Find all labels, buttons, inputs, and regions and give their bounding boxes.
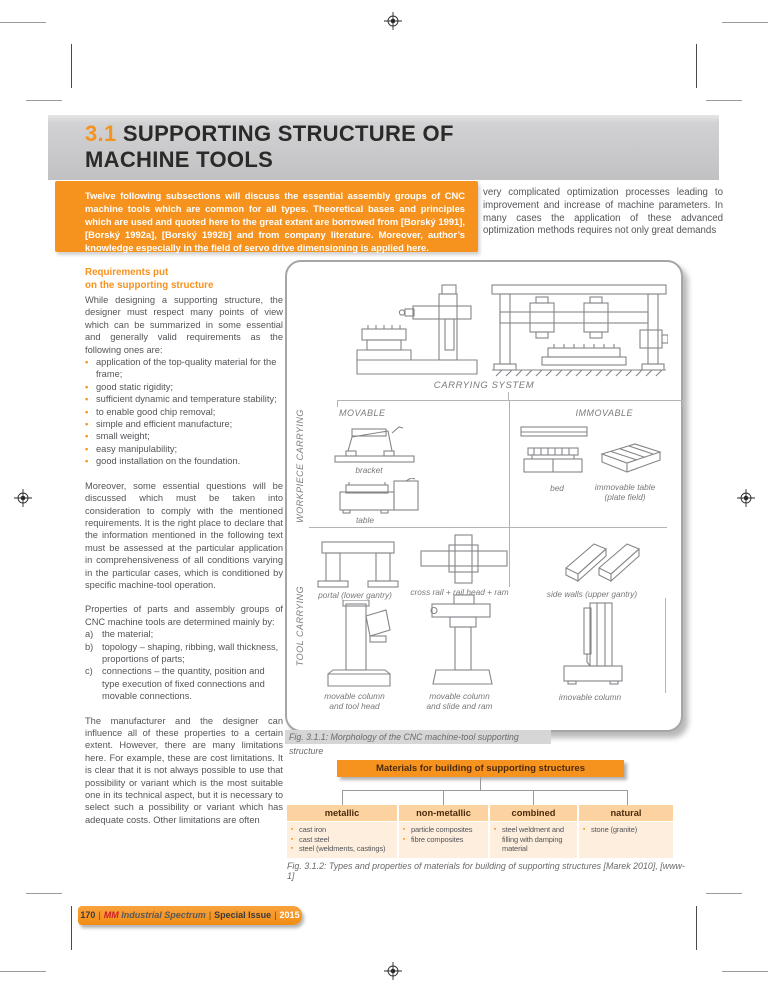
registration-target-icon: [384, 12, 402, 30]
movable-column-slide-ram-diagram: [430, 594, 495, 686]
carrying-system-label: CARRYING SYSTEM: [433, 380, 535, 391]
list-item: c) connections – the quantity, position and type execution of fixed connections and movable connections.: [85, 666, 265, 702]
crop-mark: [71, 906, 72, 950]
column-header: natural: [579, 805, 673, 821]
right-column-paragraph: very complicated optimization processes leading to improvement and increase of machine parameters. In many cases the application of these advanced optimization methods requires not only great demands: [483, 187, 723, 237]
crop-mark: [71, 44, 72, 88]
portal-label: portal (lower gantry): [318, 590, 392, 600]
list-item: • simple and efficient manufacture;: [85, 419, 233, 430]
bullet-icon: •: [85, 381, 89, 392]
list-item: • good installation on the foundation.: [85, 456, 241, 467]
registration-target-icon: [737, 489, 755, 507]
material-item: ▪ cast steel: [291, 834, 330, 844]
crop-mark: [26, 100, 62, 101]
bracket-diagram: [332, 425, 417, 465]
immovable-table-label: immovable table (plate field): [594, 482, 656, 502]
bullet-icon: •: [85, 431, 89, 442]
materials-column-metallic: [287, 805, 397, 858]
section-number: 3.1: [85, 121, 117, 146]
material-item: ▪ fibre composites: [403, 834, 464, 844]
workpiece-carrying-label: WORKPIECE CARRYING: [295, 409, 305, 523]
material-item: ▪ stone (granite): [583, 825, 638, 834]
material-item: ▪ steel weldment and filling with damping material: [494, 825, 564, 854]
bullet-icon: •: [85, 394, 89, 405]
figure-caption: Fig. 3.1.1: Morphology of the CNC machine-tool supporting structure: [285, 730, 551, 744]
page-title: [85, 121, 454, 173]
bullet-icon: ▪: [583, 826, 586, 833]
page-number: 170: [80, 910, 96, 920]
bullet-icon: •: [85, 456, 89, 467]
materials-column-non-metallic: [399, 805, 488, 858]
magazine-logo: MM: [103, 910, 119, 920]
registration-target-icon: [14, 489, 32, 507]
tree-line: [337, 400, 338, 407]
crop-mark: [26, 893, 62, 894]
materials-table-title: Materials for building of supporting structures: [337, 760, 624, 777]
crop-mark: [722, 971, 768, 972]
grid-divider: [309, 527, 667, 528]
column-machine-diagram: [353, 284, 481, 376]
intro-highlight-box: [55, 181, 478, 252]
list-item: • application of the top-quality material for the frame;: [85, 357, 277, 380]
bullet-icon: ▪: [291, 835, 294, 843]
crop-mark: [0, 971, 46, 972]
crop-mark: [696, 44, 697, 88]
bullet-icon: ▪: [403, 835, 406, 843]
list-item: • to enable good chip removal;: [85, 406, 216, 417]
list-item: • easy manipulability;: [85, 443, 178, 454]
list-item: • sufficient dynamic and temperature stability;: [85, 394, 277, 405]
bullet-icon: ▪: [291, 826, 294, 833]
tree-line: [682, 400, 683, 407]
materials-column-combined: [490, 805, 577, 858]
grid-divider: [665, 598, 666, 693]
cross-rail-label: cross rail + rail head + ram: [410, 587, 509, 597]
side-walls-label: side walls (upper gantry): [546, 589, 638, 599]
paragraph: Moreover, some essential questions will be discussed which must be taken into consideration to comply with the mentioned requirements. It is the right place to declare that the information mentioned in the following text must be assessed at the particular application in comprehensiveness of all conditions varying in the particular cases, which is conditioned by specific machine-tool operation.: [85, 480, 283, 590]
connector-line: [627, 790, 628, 805]
properties-list: [85, 628, 283, 702]
bullet-icon: •: [85, 406, 89, 417]
column-body: [399, 822, 488, 858]
cross-rail-diagram: [419, 534, 509, 584]
column-header: non-metallic: [399, 805, 488, 821]
registration-target-icon: [384, 962, 402, 980]
crop-mark: [696, 906, 697, 950]
material-item: ▪ steel (weldments, castings): [291, 844, 386, 854]
imovable-column-diagram: [560, 602, 625, 686]
column-header: metallic: [287, 805, 397, 821]
separator: |: [98, 910, 101, 920]
bed-label: bed: [550, 483, 564, 493]
list-item: a) the material;: [85, 629, 154, 640]
tree-line: [337, 400, 683, 401]
list-item: • small weight;: [85, 431, 150, 442]
side-walls-diagram: [560, 537, 645, 582]
left-column: [85, 266, 283, 838]
bullet-icon: ▪: [403, 826, 406, 833]
immovable-label: IMMOVABLE: [575, 408, 633, 418]
movable-column-slide-ram-label: movable column and slide and ram: [426, 691, 493, 711]
material-item: ▪ particle composites: [403, 825, 473, 834]
bullet-icon: ▪: [291, 845, 294, 853]
table-diagram: [337, 478, 422, 514]
crop-mark: [706, 893, 742, 894]
crop-mark: [706, 100, 742, 101]
issue-label: Special Issue: [214, 910, 272, 920]
bed-diagram: [520, 426, 590, 480]
bullet-icon: •: [85, 357, 89, 368]
column-body: [287, 822, 397, 858]
separator: |: [274, 910, 277, 920]
crop-mark: [0, 22, 46, 23]
materials-table-caption: Fig. 3.1.2: Types and properties of materials for building of supporting structures [Marek 2010], [www-1]: [287, 861, 685, 881]
requirements-list: [85, 356, 283, 468]
gantry-machine-diagram: [490, 282, 668, 377]
figure-morphology: [285, 260, 683, 732]
connector-line: [342, 790, 343, 805]
paragraph: Properties of parts and assembly groups of CNC machine tools are determined mainly by:: [85, 604, 283, 627]
separator: |: [208, 910, 212, 920]
imovable-column-label: imovable column: [558, 692, 622, 702]
year-label: 2015: [279, 910, 300, 920]
table-label: table: [356, 515, 374, 525]
movable-column-tool-head-diagram: [324, 600, 394, 688]
column-header: combined: [490, 805, 577, 821]
movable-label: MOVABLE: [339, 408, 386, 418]
bullet-icon: ▪: [494, 826, 497, 833]
subsection-heading: Requirements put on the supporting structure: [85, 267, 214, 291]
list-item: b) topology – shaping, ribbing, wall thickness, proportions of parts;: [85, 641, 279, 664]
tool-carrying-label: TOOL CARRYING: [295, 585, 305, 667]
bullet-icon: •: [85, 443, 89, 454]
paragraph: While designing a supporting structure, the designer must respect many points of view which can be summarized in some essential and generally valid requirements as the following ones are:: [85, 295, 283, 355]
bullet-icon: •: [85, 419, 89, 430]
material-item: ▪ cast iron: [291, 825, 326, 834]
connector-line: [443, 790, 444, 805]
portal-diagram: [312, 539, 404, 589]
crop-mark: [722, 22, 768, 23]
bracket-label: bracket: [355, 465, 383, 475]
connector-line: [480, 777, 481, 790]
movable-column-tool-head-label: movable column and tool head: [324, 691, 385, 711]
plate-field-diagram: [587, 442, 662, 476]
page-title-line2: MACHINE TOOLS: [85, 147, 274, 172]
tree-line: [508, 392, 509, 400]
column-body: [490, 822, 577, 858]
paragraph: The manufacturer and the designer can influence all of these properties to a certain extent. However, there are many limitations here. For example, these are cost limitations. It is clear that it is not always possible to use that possibility or variant which is the most suitable one in its technical aspect, but it is necessary to select such a possibility or variant which has adequate costs. Other limitations are often: [85, 715, 283, 825]
materials-column-natural: [579, 805, 673, 858]
magazine-name: Industrial Spectrum: [121, 910, 206, 920]
page-title-line1: 3.1 SUPPORTING STRUCTURE OF: [85, 121, 454, 146]
connector-line: [342, 790, 628, 791]
intro-paragraph: Twelve following subsections will discuss the essential assembly groups of CNC machine tools which are common for all types. Theoretical bases and principles which are used and quoted here to the great extent are borrowed from [Borský 1991], [Borský 1992a], [Borský 1992b] and from company literature. Moreover, author’s knowledge especially in the field of servo drive dimensioning is applied here.: [85, 190, 465, 253]
list-item: • good static rigidity;: [85, 381, 173, 392]
connector-line: [533, 790, 534, 805]
column-body: [579, 822, 673, 858]
page-footer: [78, 906, 302, 925]
grid-divider: [509, 400, 510, 587]
